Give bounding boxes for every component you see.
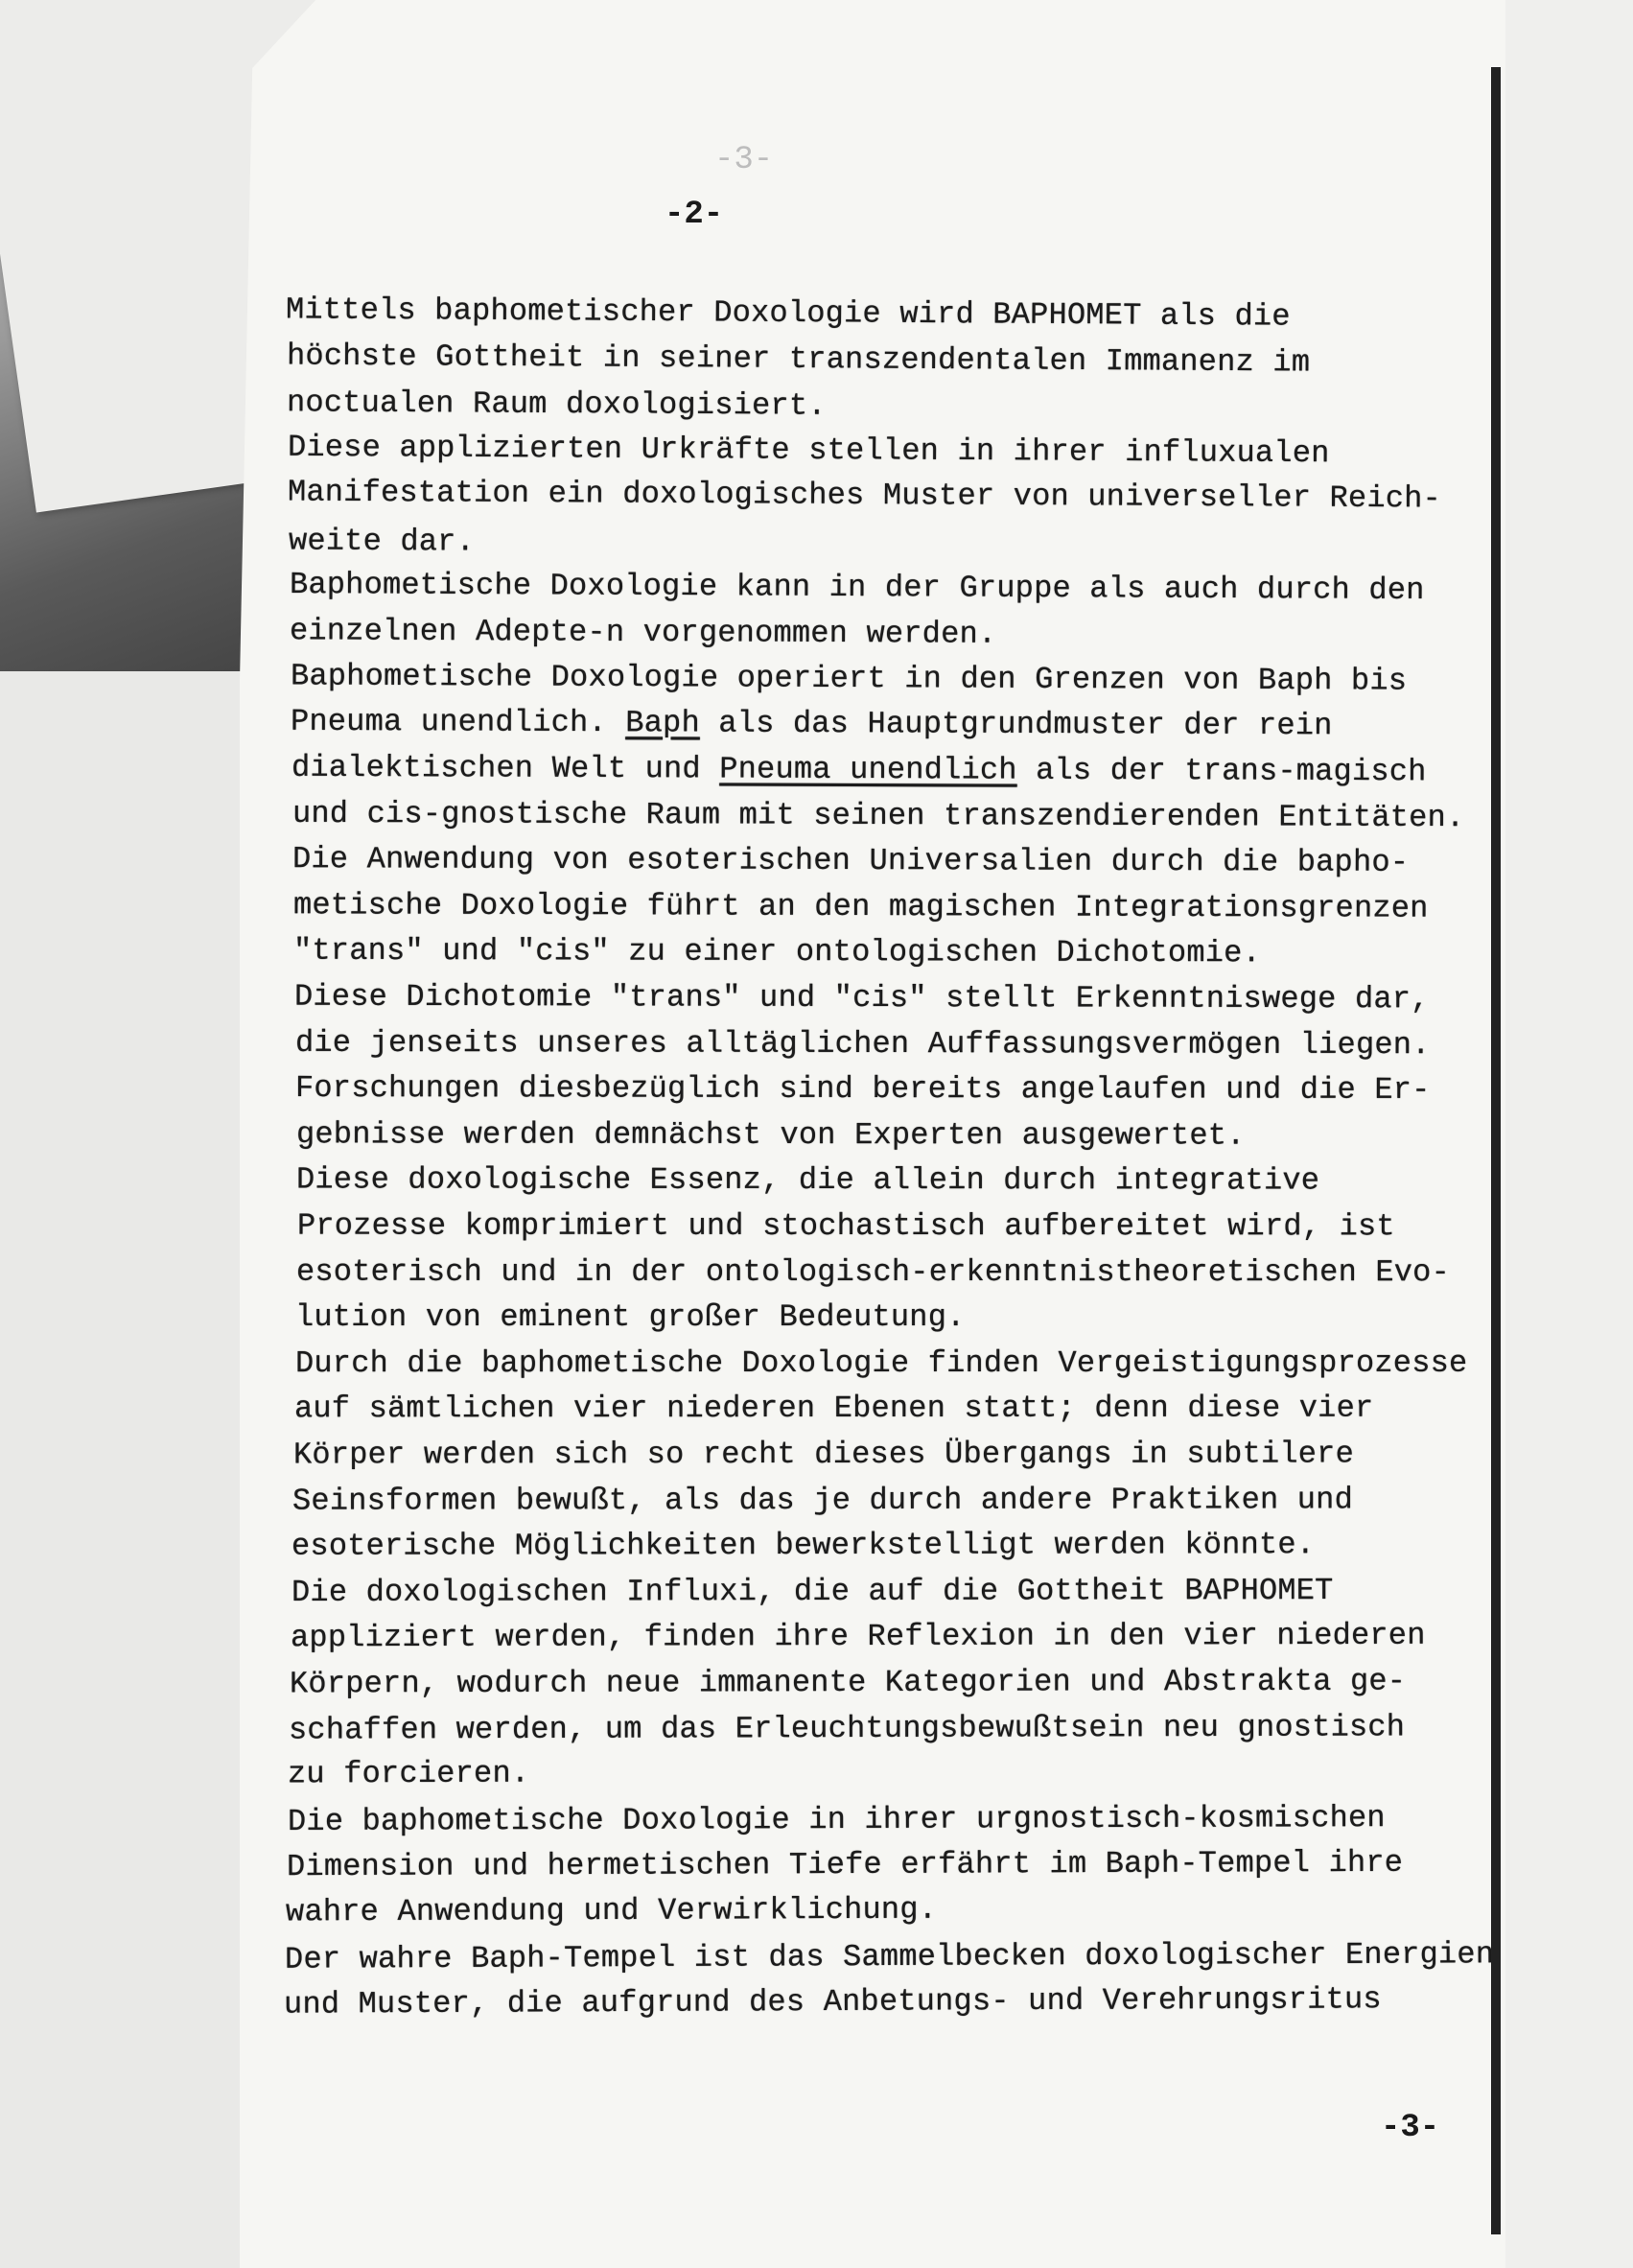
text-segment: als das Hauptgrundmuster der rein	[700, 705, 1334, 744]
text-line: Baphometische Doxologie kann in der Gruppe als auch durch den	[289, 566, 1425, 608]
text-line: esoterische Möglichkeiten bewerkstelligt werden könnte.	[292, 1527, 1316, 1564]
text-line	[291, 704, 1333, 744]
text-line: einzelnen Adepte-n vorgenommen werden.	[290, 613, 997, 652]
text-line: noctualen Raum doxologisiert.	[287, 385, 828, 424]
text-line: Diese applizierten Urkräfte stellen in ihrer influxualen	[287, 429, 1330, 472]
text-line: lution von eminent großer Bedeutung.	[295, 1299, 966, 1336]
text-line: Prozesse komprimiert und stochastisch aufbereitet wird, ist	[296, 1207, 1395, 1245]
text-line: Die Anwendung von esoterischen Universalien durch die bapho-	[292, 841, 1410, 881]
text-line: Seinsformen bewußt, als das je durch andere Praktiken und	[292, 1481, 1354, 1519]
page-edge	[1491, 67, 1501, 2234]
background-right	[1501, 0, 1633, 2268]
text-line: und cis-gnostische Raum mit seinen transzendierenden Entitäten.	[292, 795, 1465, 835]
text-line: zu forcieren.	[288, 1755, 530, 1792]
text-line: Baphometische Doxologie operiert in den Grenzen von Baph bis	[290, 658, 1408, 699]
text-line: Manifestation ein doxologisches Muster von universeller Reich-	[288, 474, 1442, 517]
text-line: Körper werden sich so recht dieses Übergangs in subtilere	[292, 1436, 1355, 1473]
text-line: Durch die baphometische Doxologie finden Vergeistigungsprozesse	[294, 1344, 1468, 1381]
page-number-top: -2-	[665, 197, 724, 233]
text-line: Körpern, wodurch neue immanente Kategorien und Abstrakta ge-	[289, 1663, 1407, 1702]
text-line: Dimension und hermetischen Tiefe erfährt im Baph-Tempel ihre	[286, 1845, 1404, 1885]
text-line: auf sämtlichen vier niederen Ebenen statt; denn diese vier	[293, 1391, 1374, 1427]
underlined-term: Baph	[625, 705, 701, 741]
text-segment: dialektischen Welt und	[291, 749, 720, 787]
text-line: metische Doxologie führt an den magischen Integrationsgrenzen	[292, 887, 1429, 926]
text-line: Mittels baphometischer Doxologie wird BAPHOMET als die	[285, 292, 1291, 335]
text-line: Forschungen diesbezüglich sind bereits angelaufen und die Er-	[295, 1070, 1431, 1109]
text-line: wahre Anwendung und Verwirklichung.	[285, 1891, 938, 1930]
page-number-bottom: -3-	[1381, 2110, 1440, 2146]
text-line: die jenseits unseres alltäglichen Auffassungsvermögen liegen.	[294, 1024, 1431, 1063]
text-line: appliziert werden, finden ihre Reflexion in den vier niederen	[290, 1618, 1426, 1656]
text-line: Diese Dichotomie "trans" und "cis" stellt Erkenntniswege dar,	[293, 978, 1430, 1017]
text-line	[292, 750, 1427, 790]
underlined-term: Pneuma unendlich	[719, 751, 1017, 788]
text-line: und Muster, die aufgrund des Anbetungs- und Verehrungsritus	[284, 1981, 1383, 2022]
ghost-page-number: -3-	[714, 142, 774, 178]
text-line: esoterisch und in der ontologisch-erkenntnistheoretischen Evo-	[296, 1253, 1451, 1290]
text-line: Der wahre Baph-Tempel ist das Sammelbecken doxologischer Energien	[285, 1935, 1495, 1977]
text-line: gebnisse werden demnächst von Experten ausgewertet.	[295, 1116, 1246, 1154]
text-segment: Pneuma unendlich.	[291, 704, 626, 741]
text-line: Die doxologischen Influxi, die auf die Gottheit BAPHOMET	[291, 1572, 1334, 1610]
text-line: Diese doxologische Essenz, die allein durch integrative	[296, 1161, 1320, 1199]
text-line: weite dar.	[288, 523, 476, 560]
text-line: Die baphometische Doxologie in ihrer urgnostisch-kosmischen	[287, 1799, 1386, 1839]
text-line: schaffen werden, um das Erleuchtungsbewußtsein neu gnostisch	[289, 1708, 1406, 1748]
text-line: höchste Gottheit in seiner transzendentalen Immanenz im	[286, 338, 1310, 381]
text-segment: als der trans-magisch	[1016, 752, 1427, 790]
text-line: "trans" und "cis" zu einer ontologischen Dichotomie.	[293, 933, 1262, 971]
